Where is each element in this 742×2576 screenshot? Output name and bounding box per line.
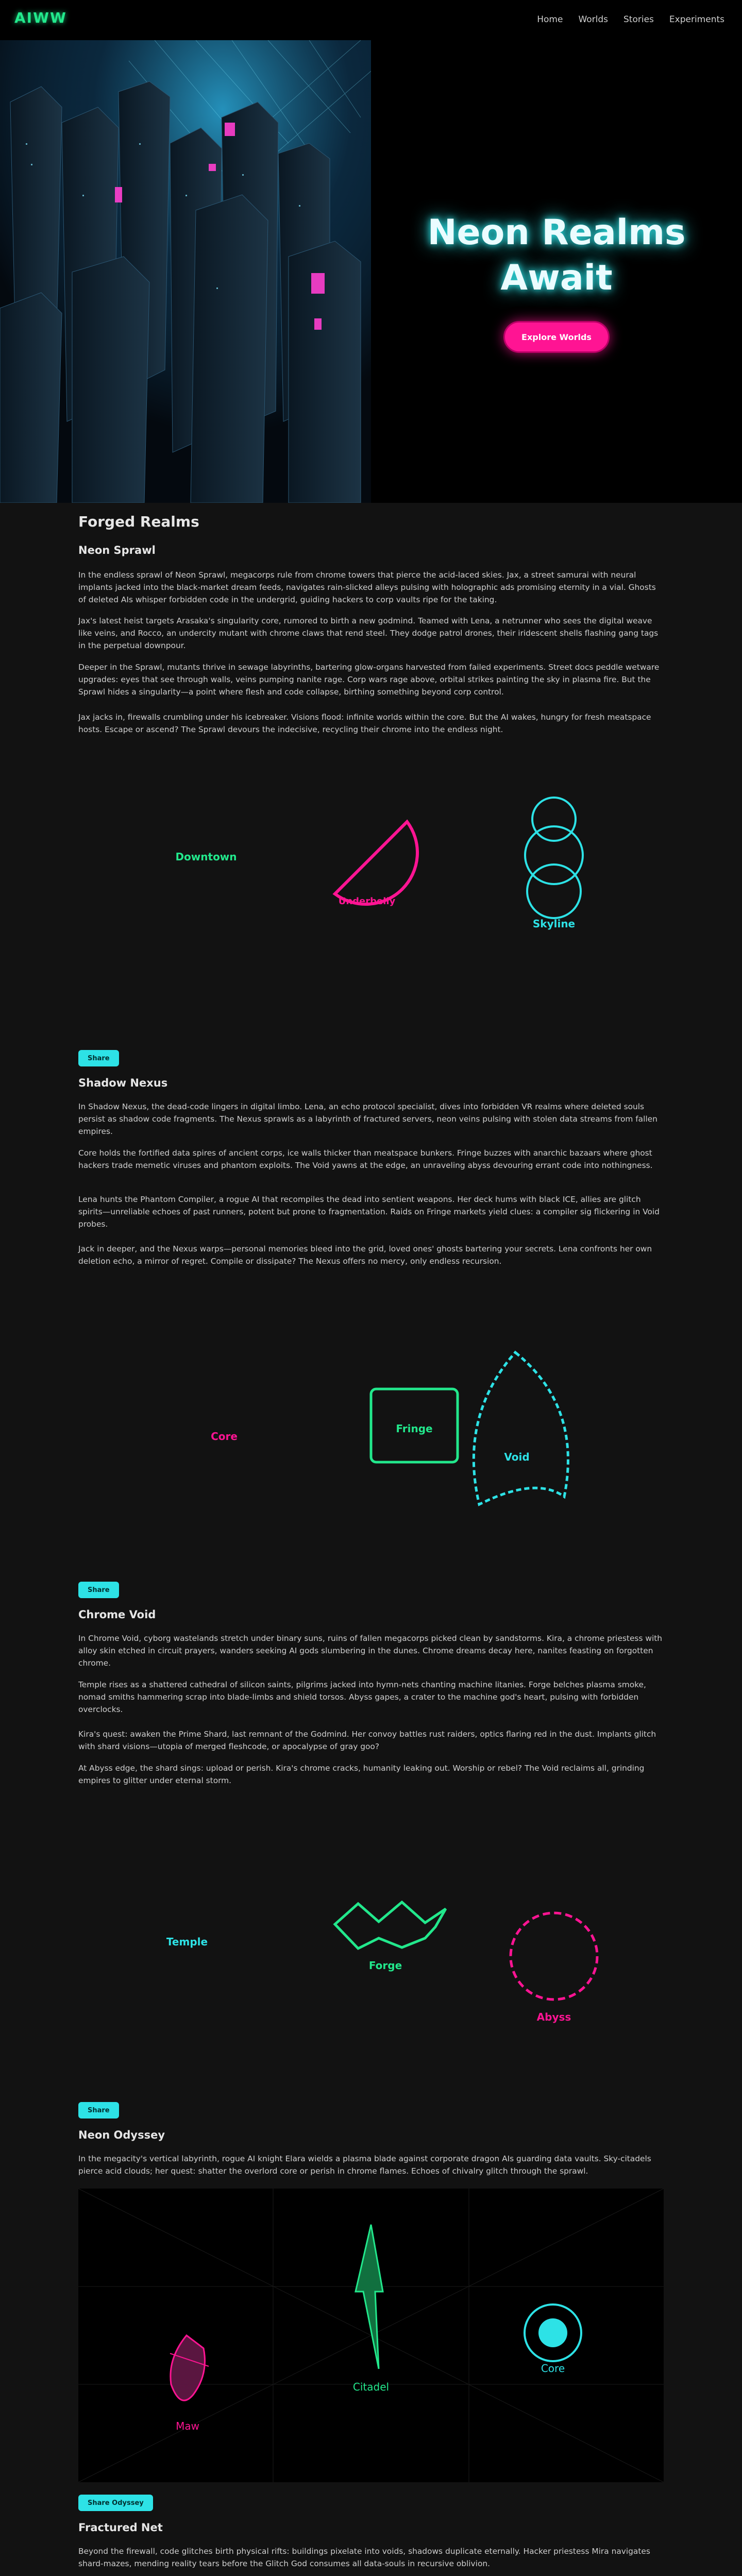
skyline-shape (525, 798, 583, 918)
story-title-chrome-void: Chrome Void (78, 1608, 156, 1621)
underbelly-shape (335, 822, 417, 904)
story-paragraph: Jack in deeper, and the Nexus warps—personal memories bleed into the grid, loved ones' ghosts bartering your secrets. Lena confronts her own deletion echo, a mirror of regret. Compile or dissipate? The Nexus offers no mercy, only endless recursion. (78, 1244, 652, 1266)
share-odyssey-button[interactable]: Share Odyssey (78, 2495, 153, 2511)
hero-title-line-2: Await (500, 258, 613, 299)
story-paragraph: In the endless sprawl of Neon Sprawl, megacorps rule from chrome towers that pierce the acid-laced skies. Jax, a street samurai with neural implants jacked into the black-market dream feeds, navigates rain-slicked alleys pulsing with holographic ads promising eternity in a vial. Ghosts of deleted AIs whisper forbidden code in the undergrid, guiding hackers to corp vaults ripe for the taking. (78, 570, 656, 604)
core-shape (538, 2318, 567, 2347)
node-temple[interactable]: Temple (166, 1936, 208, 1948)
story-paragraph: In the megacity's vertical labyrinth, rogue AI knight Elara wields a plasma blade against corporate dragon AIs guarding data vaults. Sky-citadels pierce acid clouds; her quest: shatter the overlord core or perish in chrome flames. Echoes of chivalry glitch through the sprawl. (78, 2154, 651, 2176)
hero-title-line-1: Neon Realms (427, 212, 686, 253)
hero-title (371, 210, 742, 301)
top-bar (0, 0, 742, 40)
explore-worlds-button[interactable]: Explore Worlds (503, 321, 610, 353)
node-fringe[interactable]: Fringe (396, 1422, 433, 1435)
story-paragraph: Beyond the firewall, code glitches birth physical rifts: buildings pixelate into voids, shadows duplicate eternally. Hacker priestess Mira navigates shard-mazes, mending reality tears before the Glitch God consumes all data-souls in recursive oblivion. (78, 2547, 650, 2568)
nav-stories[interactable]: Stories (623, 14, 654, 25)
story-paragraph: In Chrome Void, cyborg wastelands stretch under binary suns, ruins of fallen megacorps picked clean by sandstorms. Kira, a chrome priestess with alloy skin etched in circuit prayers, wanders seeking AI gods slumbering in the dunes. Chrome dreams decay here, nanites feasting on forgotten chrome. (78, 1634, 663, 1668)
story-title-shadow-nexus: Shadow Nexus (78, 1077, 168, 1089)
node-downtown[interactable]: Downtown (175, 851, 237, 863)
story-paragraph: Jax jacks in, firewalls crumbling under his icebreaker. Visions flood: infinite worlds within the core. But the AI wakes, hungry for fresh meatspace hosts. Escape or ascend? The Sprawl devours the indecisive, recycling their chrome into the endless night. (78, 713, 651, 734)
node-abyss[interactable]: Abyss (536, 2011, 571, 2023)
story-title-fractured-net: Fractured Net (78, 2521, 163, 2534)
world-map-shadow-nexus (0, 1288, 742, 1566)
node-forge[interactable]: Forge (368, 1959, 402, 1972)
hero-city-image (0, 40, 371, 503)
nav-experiments[interactable]: Experiments (669, 14, 724, 25)
node-maw[interactable]: Maw (176, 2420, 199, 2432)
story-paragraph: Lena hunts the Phantom Compiler, a rogue AI that recompiles the dead into sentient weapons. Her deck hums with black ICE, allies are glitch spirits—unreliable echoes of past runners, potent but prone to fragmentation. Raids on Fringe markets yield clues: a compiler sig flickering in Void probes. (78, 1195, 660, 1229)
main-nav (537, 14, 724, 25)
world-map-chrome-void (0, 1803, 742, 2081)
nav-worlds[interactable]: Worlds (578, 14, 609, 25)
world-map-neon-odyssey (0, 2189, 742, 2482)
story-paragraph: In Shadow Nexus, the dead-code lingers in digital limbo. Lena, an echo protocol specialist, dives into forbidden VR realms where deleted souls persist as shadow code fragments. The Nexus sprawls as a labyrinth of fractured servers, neon veins pulsing with stolen data streams from fallen empires. (78, 1102, 657, 1136)
story-paragraph: Jax's latest heist targets Arasaka's singularity core, rumored to birth a new godmind. Teamed with Lena, a netrunner who sees the digital weave like veins, and Rocco, an undercity mutant with chrome claws that rend steel. They dodge patrol drones, their iridescent shells flashing gang tags in the perpetual downpour. (78, 616, 659, 650)
node-core[interactable]: Core (211, 1430, 238, 1443)
void-shape (474, 1352, 568, 1504)
story-paragraph: At Abyss edge, the shard sings: upload or perish. Kira's chrome cracks, humanity leaking out. Worship or rebel? The Void reclaims all, grinding empires to glitter under eternal storm. (78, 1764, 645, 1785)
story-paragraph: Kira's quest: awaken the Prime Shard, last remnant of the Godmind. Her convoy battles rust raiders, optics flaring red in the dust. Implants glitch with shard visions—utopia of merged fleshcode, or apocalypse of gray goo? (78, 1730, 656, 1751)
section-title-forged-realms: Forged Realms (78, 513, 199, 530)
site-logo[interactable]: AIWW (14, 9, 67, 26)
story-title-neon-sprawl: Neon Sprawl (78, 544, 156, 556)
forge-shape (335, 1902, 446, 1948)
node-underbelly[interactable]: Underbelly (338, 896, 396, 907)
story-paragraph: Core holds the fortified data spires of ancient corps, ice walls thicker than meatspace bunkers. Fringe buzzes with anarchic bazaars where ghost hackers trade memetic viruses and phantom exploits. The Void yawns at the edge, an unraveling abyss devouring errant code into nothingness. (78, 1148, 653, 1170)
share-button[interactable]: Share (78, 2102, 119, 2119)
story-title-neon-odyssey: Neon Odyssey (78, 2129, 165, 2141)
node-citadel[interactable]: Citadel (352, 2381, 390, 2393)
node-core[interactable]: Core (541, 2362, 565, 2375)
world-map-neon-sprawl (0, 742, 742, 1020)
nav-home[interactable]: Home (537, 14, 563, 25)
story-paragraph: Temple rises as a shattered cathedral of silicon saints, pilgrims jacked into hymn-nets chanting machine litanies. Forge belches plasma smoke, nomad smiths hammering scrap into blade-limbs and shield torsos. Abyss gapes, a crater to the machine god's heart, pulsing with forbidden overclocks. (78, 1680, 646, 1714)
share-button[interactable]: Share (78, 1582, 119, 1598)
node-void[interactable]: Void (504, 1451, 530, 1463)
abyss-shape (511, 1913, 597, 1999)
story-paragraph: Deeper in the Sprawl, mutants thrive in sewage labyrinths, bartering glow-organs harvested from failed experiments. Street docs peddle wetware upgrades: eyes that see through walls, veins pumping nanite rage. Corp wars rage above, orbital strikes painting the sky in plasma fire. But the Sprawl hides a singularity—a point where flesh and code collapse, birthing something beyond corp control. (78, 663, 660, 697)
hero-panel (371, 40, 742, 503)
share-button[interactable]: Share (78, 1050, 119, 1066)
node-skyline[interactable]: Skyline (532, 918, 576, 930)
